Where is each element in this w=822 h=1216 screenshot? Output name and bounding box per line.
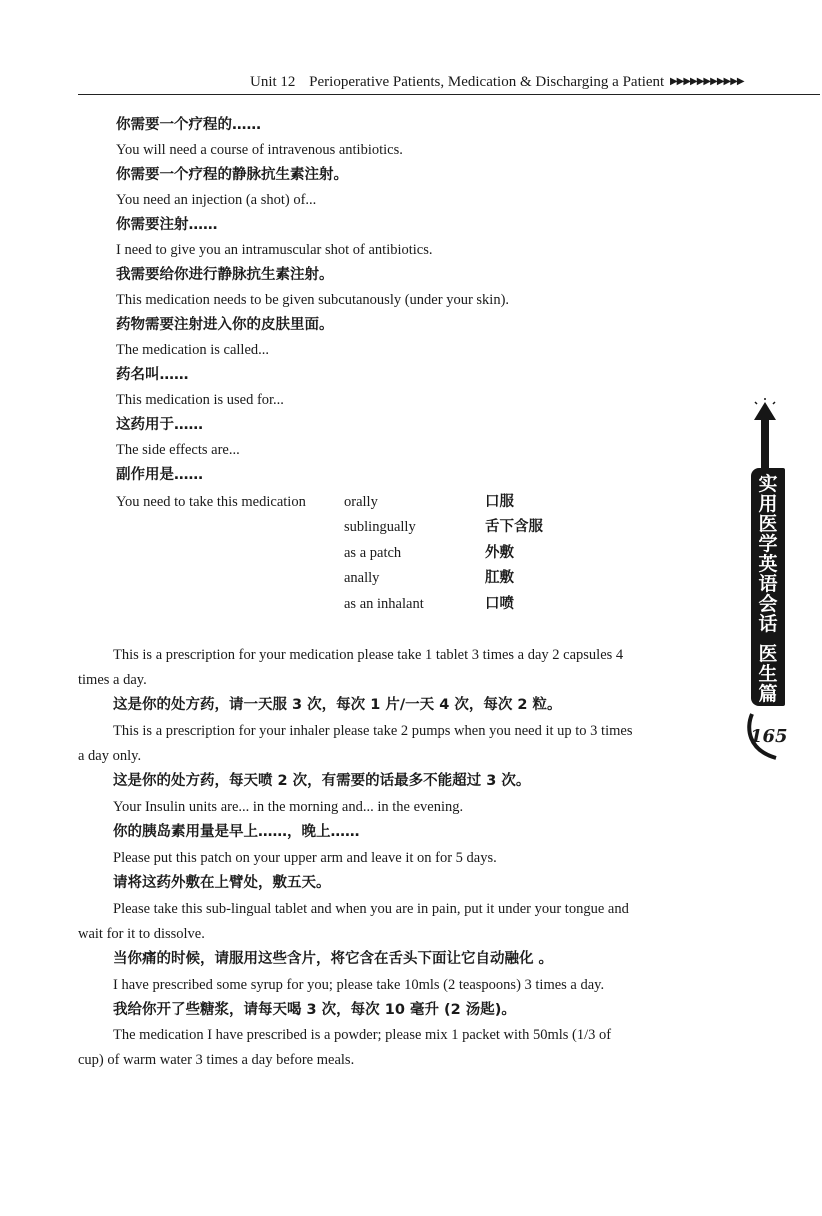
side-tab-char: 生 [758,663,778,685]
paragraph-en-line2: a day only. [78,748,142,764]
paragraph-en-line1: This is a prescription for your medication please take 1 tablet 3 times a day 2 capsules 4 [113,647,624,663]
side-tab-char: 医 [758,513,778,535]
paragraph-en-line1: Your Insulin units are... in the morning and... in the evening. [113,799,464,815]
bookmark-arrow-icon [745,398,785,472]
line-cn: 你需要注射…… [116,217,218,233]
route-cn: 外敷 [485,545,514,561]
paragraph-en-line1: The medication I have prescribed is a powder; please mix 1 packet with 50mls (1/3 of [113,1027,612,1043]
paragraph-cn: 这是你的处方药，请一天服 3 次，每次 1 片/一天 4 次，每次 2 粒。 [113,697,562,713]
side-tab-char: 篇 [758,683,778,705]
header-title: Perioperative Patients, Medication & Discharging a Patient [309,74,665,90]
line-en: The side effects are... [116,442,240,458]
section-thumb-tab [751,468,785,706]
paragraph-cn: 请将这药外敷在上臂处，敷五天。 [113,875,331,891]
line-en: This medication needs to be given subcutanously (under your skin). [116,292,510,308]
paragraph-en-line1: Please put this patch on your upper arm and leave it on for 5 days. [113,850,497,866]
line-en: You will need a course of intravenous antibiotics. [116,142,403,158]
paragraph-cn: 你的胰岛素用量是早上……，晚上…… [113,824,360,840]
header-rule [78,94,820,95]
line-cn: 我需要给你进行静脉抗生素注射。 [116,267,334,283]
paragraph-en-line1: I have prescribed some syrup for you; please take 10mls (2 teaspoons) 3 times a day. [113,977,605,993]
side-tab-char: 学 [758,533,778,555]
line-en: This medication is used for... [116,392,284,408]
side-tab-char: 话 [758,613,778,635]
line-cn: 你需要一个疗程的静脉抗生素注射。 [116,167,348,183]
route-cn: 口喷 [485,596,514,612]
header-arrows-icon: ▶▶▶▶▶▶▶▶▶▶▶ [669,76,744,87]
paragraph-cn: 这是你的处方药，每天喷 2 次，有需要的话最多不能超过 3 次。 [113,773,531,789]
route-en: as a patch [344,545,402,561]
line-en: The medication is called... [116,342,270,358]
paragraph-cn: 当你痛的时候，请服用这些含片，将它含在舌头下面让它自动融化 。 [113,951,554,967]
paragraph-en-line2: times a day. [78,672,147,688]
side-tab-char: 用 [758,493,778,515]
line-cn: 你需要一个疗程的…… [116,117,261,133]
side-tab-char: 语 [758,573,778,595]
line-en: I need to give you an intramuscular shot of antibiotics. [116,242,433,258]
side-tab-char: 会 [758,593,778,615]
paragraph-en-line2: cup) of warm water 3 times a day before meals. [78,1052,355,1068]
paragraph-cn: 我给你开了些糖浆，请每天喝 3 次，每次 10 毫升 (2 汤匙)。 [113,1002,516,1018]
side-tab-char: 英 [758,553,778,575]
route-cn: 舌下含服 [485,519,543,535]
route-cn: 口服 [485,494,514,510]
section-thumb-text [751,474,785,704]
running-header [250,74,820,94]
paragraph-en-line2: wait for it to dissolve. [78,926,205,942]
side-tab-char: 医 [758,643,778,665]
route-en: orally [344,494,378,510]
paragraph-en-line1: This is a prescription for your inhaler please take 2 pumps when you need it up to 3 times [113,723,633,739]
page-number: 165 [750,726,788,747]
route-cn: 肛敷 [485,570,514,586]
line-cn: 药物需要注射进入你的皮肤里面。 [116,317,334,333]
header-unit: Unit 12 [250,74,296,90]
routes-lead: You need to take this medication [116,494,306,510]
line-cn: 副作用是…… [116,467,203,483]
route-en: sublingually [344,519,416,535]
line-cn: 这药用于…… [116,417,203,433]
side-tab-char: 实 [758,473,778,495]
paragraph-en-line1: Please take this sub-lingual tablet and when you are in pain, put it under your tongue and [113,901,629,917]
route-en: as an inhalant [344,596,424,612]
line-en: You need an injection (a shot) of... [116,192,317,208]
line-cn: 药名叫…… [116,367,189,383]
route-en: anally [344,570,380,586]
